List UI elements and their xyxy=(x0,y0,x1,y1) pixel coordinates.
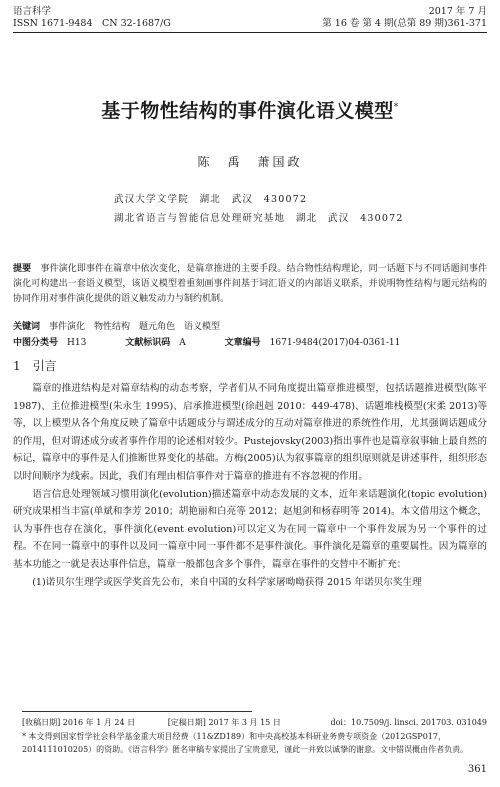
abstract xyxy=(13,262,487,307)
affiliation-1: 武汉大学文学院 湖北 武汉 430072 xyxy=(114,194,308,205)
title-text: 基于物性结构的事件演化语义模型 xyxy=(101,100,394,122)
doi: doi：10.7509/j. linsci. 201703. 031049 xyxy=(330,718,487,727)
keywords xyxy=(13,320,487,335)
volume-line: 第 16 卷 第 4 期(总第 89 期)361-371 xyxy=(322,18,487,29)
funding-note: * 本文得到国家哲学社会科学基金重大项目经费（11&ZD189）和中央高校基本科研业务费专项资金（2012GSP017，2014111010205）的资助。《语言科学》匿名审稿专家提出了宝贵意见，谨此一并致以诚挚的谢意。文中错误概由作者负责。 xyxy=(22,731,469,754)
article-id-value: 1671-9484(2017)04-0361-11 xyxy=(269,338,401,348)
section-number: 1 xyxy=(13,359,21,373)
paragraph: 篇章的推进结构是对篇章结构的动态考察，学者们从不同角度提出篇章推进模型，包括话题推进模型(陈平 1987)、主位推进模型(朱永生 1995)、启承推进模型(徐赳赳 2010：449-478)、话题堆栈模型(宋柔 2013)等等，以上模型从各个角度反映了篇章中话题成分与谓述成分的互动对篇章推进的系统性作用，尤其强调话题成分的作用，但对谓述成分或者事件作用的论述相对较少。Pustejovsky(2003)指出事件也是篇章叙事轴上最自然的标记，篇章中的事件是人们推断世界变化的基础。方梅(2005)认为叙事篇章的组织原则就是讲述事件，组织形态以时间顺序为线索。因此，我们有理由相信事件对于篇章的推进有不容忽视的作用。 xyxy=(13,383,487,482)
keywords-text: 事件演化 物性结构 题元角色 语义模型 xyxy=(49,322,221,332)
received-date: [收稿日期] 2016 年 1 月 24 日 xyxy=(22,718,136,727)
running-header-bottom xyxy=(13,18,487,30)
footnote xyxy=(22,716,487,757)
section-heading xyxy=(13,357,57,374)
clc-label: 中图分类号 xyxy=(13,338,59,348)
article-meta xyxy=(13,336,487,351)
keywords-label: 关键词 xyxy=(13,322,41,332)
paragraph: 语言信息处理领域习惯用演化(evolution)描述篇章中动态发展的文本，近年来话题演化(topic evolution)研究成果相当丰富(单斌和李芳 2010；胡艳丽和白亮等 2012；赵旭剑和杨春明等 2014)。本文借用这个概念，认为事件也存在演化，事件演化(event evolution)可以定义为在同一篇章中一个事件发展为另一个事件的过程。不在同一篇章中的事件以及同一篇章中同一事件都不是事件演化。事件演化是篇章的重要属性。因为篇章的基本功能之一就是表达事件信息，篇章一般都包含多个事件，篇章在事件的交替中不断扩充： xyxy=(13,488,487,570)
affiliation-2: 湖北省语言与智能信息处理研究基地 湖北 武汉 430072 xyxy=(114,213,404,224)
issue-date: 2017 年 7 月 xyxy=(428,6,487,17)
doc-code-label: 文献标识码 xyxy=(125,338,171,348)
journal-name: 语言科学 xyxy=(13,6,52,17)
footnote-rule xyxy=(22,711,252,712)
issn-line: ISSN 1671-9484 CN 32-1687/G xyxy=(13,18,171,29)
page-number: 361 xyxy=(467,764,487,775)
doc-code-value: A xyxy=(179,338,186,348)
abstract-label: 提要 xyxy=(13,264,32,274)
body-text xyxy=(13,380,487,591)
clc-value: H13 xyxy=(67,338,87,348)
header-rule xyxy=(13,32,487,33)
abstract-text: 事件演化即事件在篇章中依次变化，是篇章推进的主要手段。结合物性结构理论，同一话题下与不同话题间事件演化可构建出一套语义模型，该语义模型着重刻画事件间基于词汇语义的内部语义联系，并说明物性结构与题元结构的协同作用对事件演化提供的语义触发动力与制约机制。 xyxy=(13,264,487,304)
title-footnote-mark: * xyxy=(393,102,399,113)
authors: 陈 禹 萧国政 xyxy=(197,155,303,169)
paragraph: (1)诺贝尔生理学或医学奖首先公布，来自中国的女科学家屠呦呦获得 2015 年诺贝尔奖生理 xyxy=(32,576,422,588)
article-id-label: 文章编号 xyxy=(224,338,261,348)
article-title xyxy=(0,96,500,123)
section-title: 引言 xyxy=(32,359,57,373)
running-header-top xyxy=(13,6,487,18)
revised-date: [定稿日期] 2017 年 3 月 15 日 xyxy=(167,718,281,727)
